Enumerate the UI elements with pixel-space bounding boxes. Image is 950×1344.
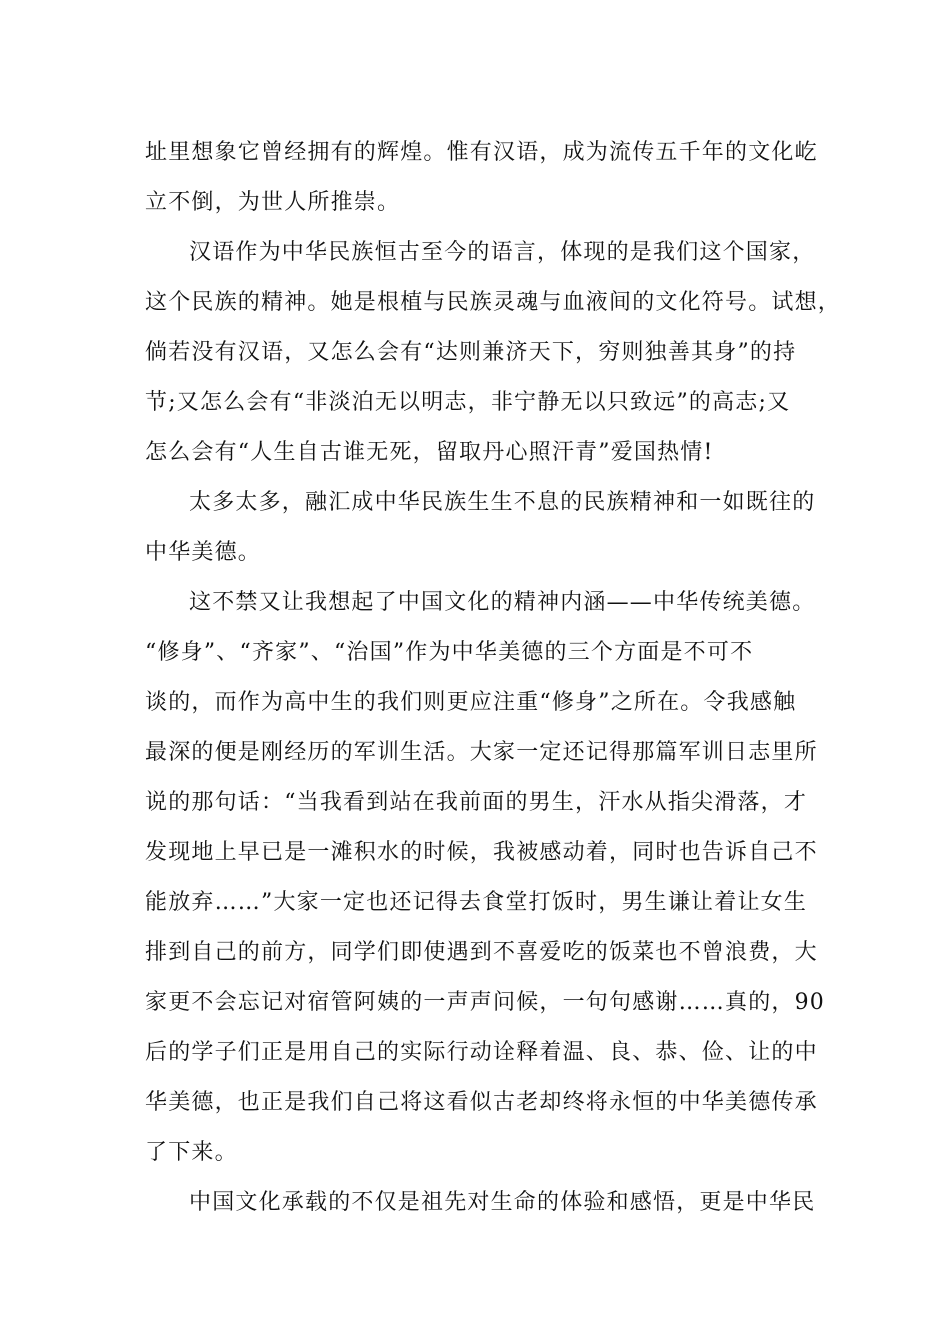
text-line: 址里想象它曾经拥有的辉煌。惟有汉语，成为流传五千年的文化屹 bbox=[145, 140, 818, 165]
text-line: 最深的便是刚经历的军训生活。大家一定还记得那篇军训日志里所 bbox=[145, 740, 818, 765]
text-line: 发现地上早已是一滩积水的时候，我被感动着，同时也告诉自己不 bbox=[145, 840, 818, 865]
text-line: 了下来。 bbox=[145, 1140, 238, 1165]
paragraph-start-line: 太多太多，融汇成中华民族生生不息的民族精神和一如既往的 bbox=[189, 490, 816, 515]
text-line: 排到自己的前方，同学们即使遇到不喜爱吃的饭菜也不曾浪费，大 bbox=[145, 940, 818, 965]
paragraph-start-line: 汉语作为中华民族恒古至今的语言，体现的是我们这个国家， bbox=[189, 240, 816, 265]
text-line: 谈的，而作为高中生的我们则更应注重“修身”之所在。令我感触 bbox=[145, 690, 797, 715]
text-line: 说的那句话：“当我看到站在我前面的男生，汗水从指尖滑落，才 bbox=[145, 790, 808, 815]
text-line: 节;又怎么会有“非淡泊无以明志，非宁静无以只致远”的高志;又 bbox=[145, 390, 791, 415]
text-line: “修身”、“齐家”、“治国”作为中华美德的三个方面是不可不 bbox=[145, 640, 754, 665]
text-line: 中华美德。 bbox=[145, 540, 262, 565]
text-line: 立不倒，为世人所推崇。 bbox=[145, 190, 401, 215]
text-line: 家更不会忘记对宿管阿姨的一声声问候，一句句感谢……真的，90 bbox=[145, 990, 825, 1015]
text-line: 倘若没有汉语，又怎么会有“达则兼济天下，穷则独善其身”的持 bbox=[145, 340, 797, 365]
text-line: 怎么会有“人生自古谁无死，留取丹心照汗青”爱国热情! bbox=[145, 440, 714, 465]
paragraph-start-line: 这不禁又让我想起了中国文化的精神内涵——中华传统美德。 bbox=[189, 590, 816, 615]
text-line: 华美德，也正是我们自己将这看似古老却终将永恒的中华美德传承 bbox=[145, 1090, 818, 1115]
text-line: 能放弃……”大家一定也还记得去食堂打饭时，男生谦让着让女生 bbox=[145, 890, 808, 915]
text-line: 这个民族的精神。她是根植与民族灵魂与血液间的文化符号。试想， bbox=[145, 290, 842, 315]
body-text bbox=[145, 128, 842, 1228]
text-line: 后的学子们正是用自己的实际行动诠释着温、良、恭、俭、让的中 bbox=[145, 1040, 818, 1065]
paragraph-start-line: 中国文化承载的不仅是祖先对生命的体验和感悟，更是中华民 bbox=[189, 1190, 816, 1215]
